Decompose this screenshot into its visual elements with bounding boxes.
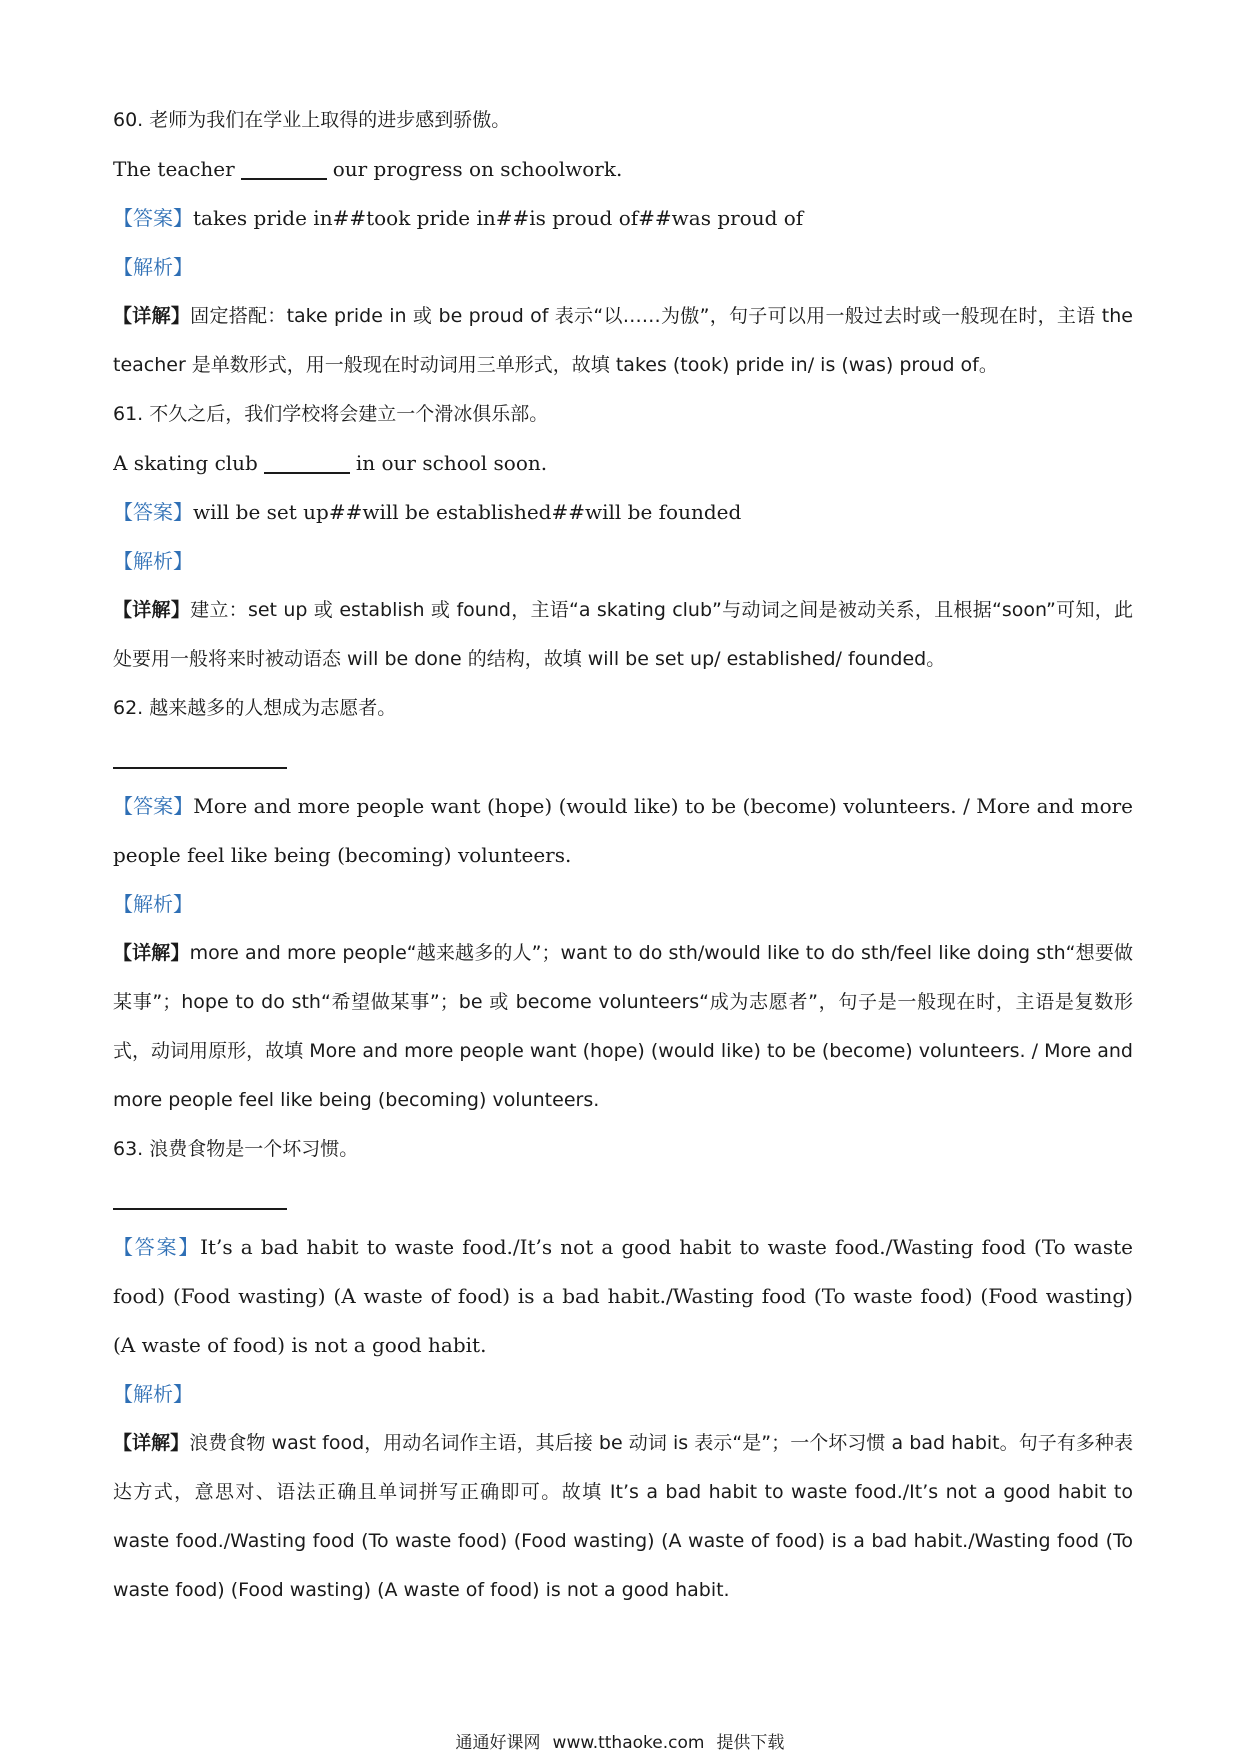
footer-url[interactable]: www.tthaoke.com <box>552 1733 705 1753</box>
answer-61-text: will be set up##will be established##will be founded <box>193 500 742 524</box>
detail-63-text: 浪费食物 wast food，用动名词作主语，其后接 be 动词 is 表示“是”；一个坏习惯 a bad habit。句子有多种表达方式，意思对、语法正确且单词拼写正确即可。故填 It’s a bad habit to waste food./It’s not a good habit to waste food./Wasting food (To waste food) (Food wasting) (A waste of food) is a bad habit./Wasting food (To waste food) (Food wasting) (A waste of food) is not a good habit. <box>113 1432 1133 1601</box>
detail-62-text: more and more people“越来越多的人”；want to do sth/would like to do sth/feel like doing sth“想要做某事”；hope to do sth“希望做某事”；be 或 become volunteers“成为志愿者”，句子是一般现在时，主语是复数形式，动词用原形，故填 More and more people want (hope) (would like) to be (become) volunteers. / More and more people feel like being (becoming) volunteers. <box>113 942 1133 1111</box>
question-61: 61. 不久之后，我们学校将会建立一个滑冰俱乐部。 <box>113 403 549 425</box>
answer-tag: 【答案】 <box>113 794 194 818</box>
fill-line-62[interactable] <box>113 733 1133 782</box>
fill-blank-60[interactable] <box>241 156 327 180</box>
answer-63 <box>113 1223 1133 1370</box>
detail-61-text: 建立：set up 或 establish 或 found，主语“a skating club”与动词之间是被动关系，且根据“soon”可知，此处要用一般将来时被动语态 will be done 的结构，故填 will be set up/ established/ founded。 <box>113 599 1133 670</box>
sentence-60-before: The teacher <box>113 157 235 181</box>
detail-60 <box>113 292 1133 390</box>
sentence-60 <box>113 145 1133 194</box>
detail-62 <box>113 929 1133 1125</box>
analysis-tag-60: 【解析】 <box>113 255 193 279</box>
analysis-tag-61: 【解析】 <box>113 549 193 573</box>
fill-blank-61[interactable] <box>264 450 350 474</box>
answer-tag: 【答案】 <box>113 1235 201 1259</box>
question-60: 60. 老师为我们在学业上取得的进步感到骄傲。 <box>113 109 511 131</box>
detail-61 <box>113 586 1133 684</box>
sentence-61 <box>113 439 1133 488</box>
footer-site-name: 通通好课网 <box>455 1733 541 1753</box>
answer-60 <box>113 194 1133 243</box>
sentence-61-before: A skating club <box>113 451 258 475</box>
question-62: 62. 越来越多的人想成为志愿者。 <box>113 697 397 719</box>
answer-62-text: More and more people want (hope) (would like) to be (become) volunteers. / More and more people feel like being (becoming) volunteers. <box>113 794 1134 867</box>
answer-63-text: It’s a bad habit to waste food./It’s not a good habit to waste food./Wasting food (To waste food) (Food wasting) (A waste of food) is a bad habit./Wasting food (To waste food) (Food wasting) (A waste of food) is not a good habit. <box>113 1235 1133 1357</box>
analysis-tag-63: 【解析】 <box>113 1382 193 1406</box>
detail-tag: 【详解】 <box>113 942 190 964</box>
footer-note: 提供下载 <box>716 1733 785 1753</box>
answer-60-text: takes pride in##took pride in##is proud of##was proud of <box>193 206 804 230</box>
detail-60-text: 固定搭配：take pride in 或 be proud of 表示“以……为傲”，句子可以用一般过去时或一般现在时，主语 the teacher 是单数形式，用一般现在时动词用三单形式，故填 takes (took) pride in/ is (was) proud of。 <box>113 305 1133 376</box>
answer-tag: 【答案】 <box>113 500 193 524</box>
analysis-tag-62: 【解析】 <box>113 892 193 916</box>
page-footer <box>0 1728 1240 1753</box>
detail-tag: 【详解】 <box>113 599 191 621</box>
answer-62 <box>113 782 1133 880</box>
document-body <box>113 96 1133 1615</box>
detail-tag: 【详解】 <box>113 305 191 327</box>
detail-tag: 【详解】 <box>113 1432 190 1454</box>
answer-61 <box>113 488 1133 537</box>
sentence-60-after: our progress on schoolwork. <box>332 157 623 181</box>
sentence-61-after: in our school soon. <box>355 451 548 475</box>
detail-63 <box>113 1419 1133 1615</box>
answer-tag: 【答案】 <box>113 206 193 230</box>
blank-rule <box>113 767 287 769</box>
fill-line-63[interactable] <box>113 1174 1133 1223</box>
question-63: 63. 浪费食物是一个坏习惯。 <box>113 1138 359 1160</box>
blank-rule <box>113 1208 287 1210</box>
